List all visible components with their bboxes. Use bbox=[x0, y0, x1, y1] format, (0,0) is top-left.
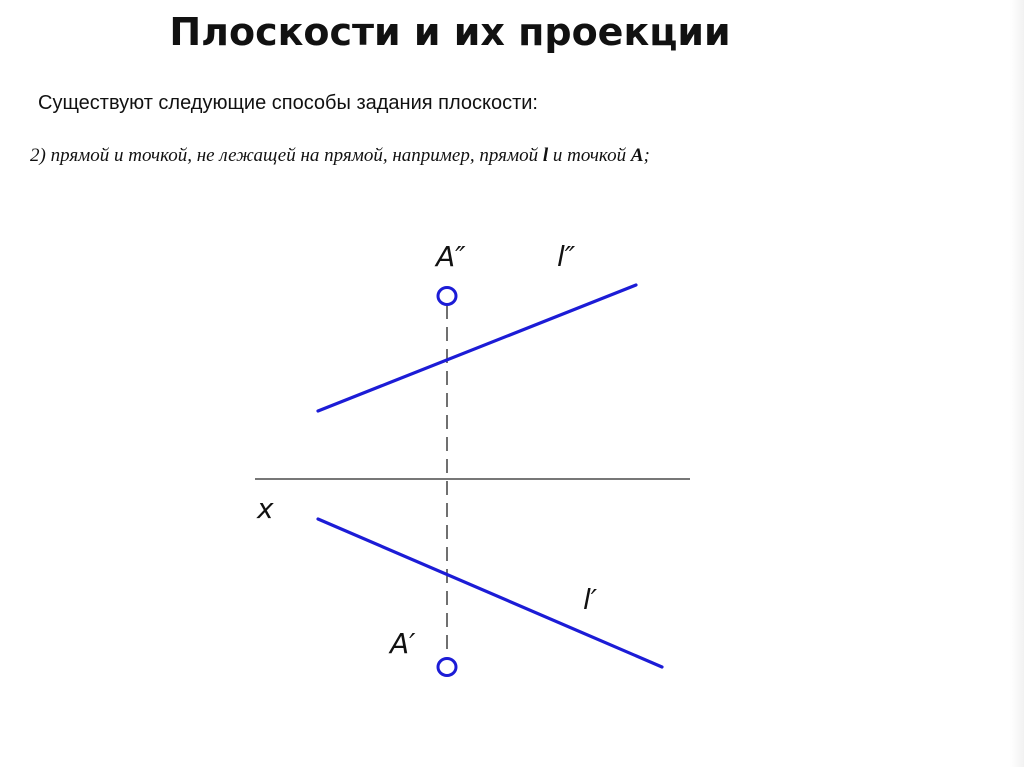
method-prefix: 2) прямой и точкой, не лежащей на прямой, например, прямой bbox=[30, 145, 543, 166]
point-front-label: A″ bbox=[436, 240, 466, 273]
slide-subtitle: Существуют следующие способы задания плоскости: bbox=[38, 92, 538, 114]
line-front-projection bbox=[318, 285, 636, 411]
line-top-label: l′ bbox=[583, 583, 598, 616]
point-top-projection bbox=[438, 659, 456, 676]
method-suffix: ; bbox=[643, 145, 650, 166]
axis-label: x bbox=[257, 492, 274, 525]
point-top-label: A′ bbox=[390, 627, 416, 660]
point-front-projection bbox=[438, 288, 456, 305]
slide-title: Плоскости и их проекции bbox=[169, 10, 731, 54]
line-top-projection bbox=[318, 519, 662, 667]
line-front-label: l″ bbox=[557, 240, 576, 273]
method-line-name: l bbox=[542, 145, 549, 166]
method-point-name: A bbox=[630, 145, 644, 166]
method-middle: и точкой bbox=[548, 145, 631, 166]
